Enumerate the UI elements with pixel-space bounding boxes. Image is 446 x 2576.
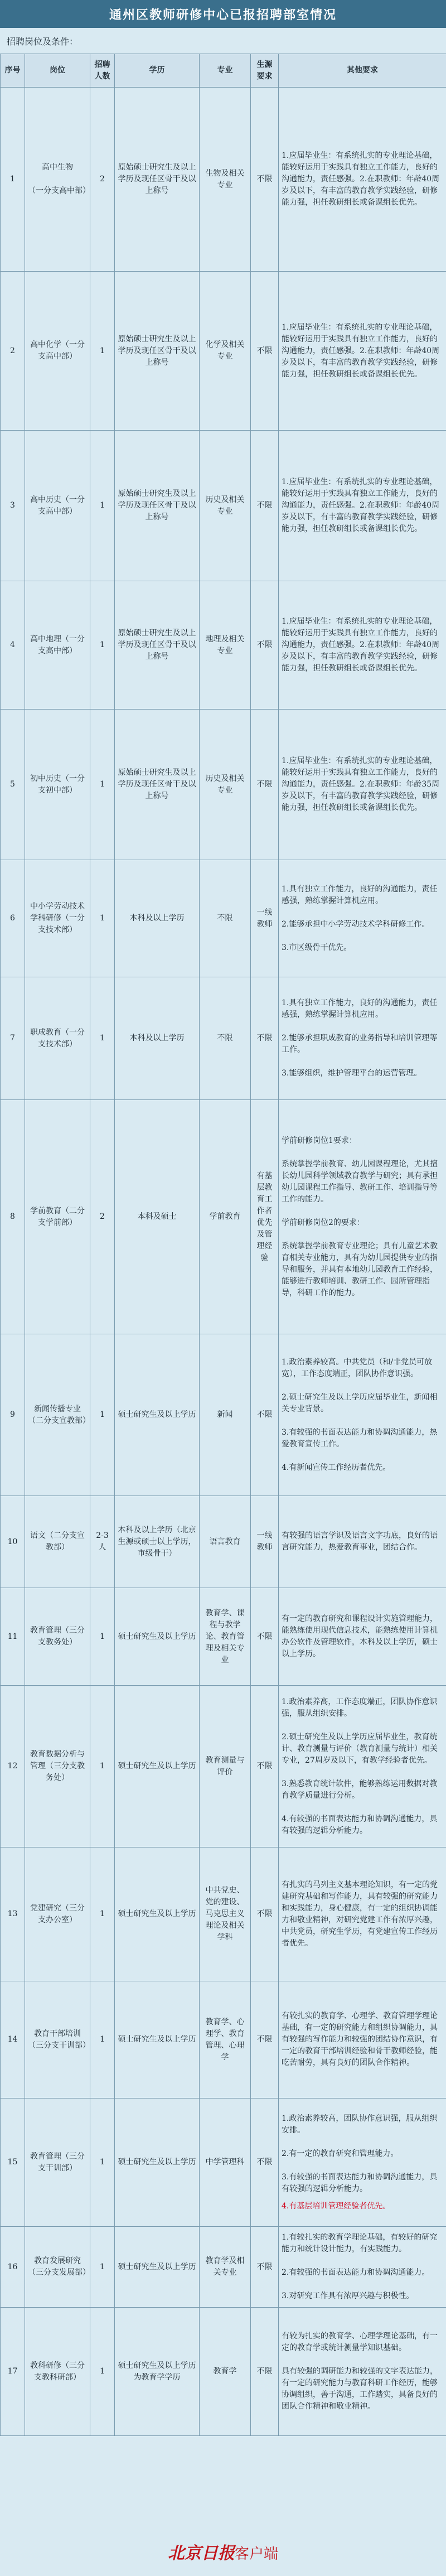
cell-position-text: 学前教育（二分支学前部） (30, 1206, 85, 1227)
cell-source (251, 1334, 279, 1496)
cell-requirements-text: 1.应届毕业生：有系统扎实的专业理论基础，能较好运用于实践具有独立工作能力，良好的沟通能力，责任感强。2.在职教师：年龄35周岁及以下，有丰富的教育教学实践经验，研修能力强，担任教研组长或备课组长优先。 (282, 756, 440, 812)
cell-no (1, 1334, 25, 1496)
cell-education-text: 硕士研究生及以上学历为教育学学历 (118, 2361, 196, 2382)
cell-education-text: 原始硕士研究生及以上学历及现任区骨干及以上称号 (118, 768, 196, 800)
cell-count-text: 2 (100, 1212, 105, 1221)
cell-requirements (279, 710, 446, 860)
cell-source-text: 不限 (256, 1034, 273, 1043)
cell-education (115, 710, 200, 860)
cell-requirements-text: 1.政治素养较高，团队协作意识强，服从组织安排。 2.有一定的教育研究和管理能力。 3.有较强的书面表达能力和协调沟通能力，具有较强的逻辑分析能力。 (282, 2114, 438, 2193)
header-source: 生源要求 (251, 54, 279, 88)
cell-source-text: 有基层教育工作者优先及管理经验 (256, 1171, 273, 1262)
cell-source (251, 977, 279, 1100)
cell-education-text: 本科及以上学历 (129, 1034, 185, 1043)
cell-major-text: 学前教育 (209, 1212, 241, 1221)
cell-no-text: 2 (10, 346, 15, 355)
cell-major (200, 977, 251, 1100)
cell-requirements-text: 有一定的教育研究和课程设计实施管理能力，能熟练使用现代信息技术，能熟练使用计算机办公软件及管理软件，本科及以上学历，硕士以上学历。 (282, 1614, 438, 1658)
table-row (1, 710, 446, 860)
cell-no (1, 88, 25, 272)
cell-position (25, 2308, 90, 2436)
cell-count-text: 1 (100, 2158, 105, 2167)
cell-major-text: 教育学及相关专业 (205, 2256, 245, 2277)
cell-count-text: 1 (100, 1632, 105, 1641)
cell-position (25, 977, 90, 1100)
cell-requirements (279, 860, 446, 977)
cell-requirements (279, 2099, 446, 2227)
cell-source-text: 不限 (256, 1632, 273, 1641)
cell-count (90, 1496, 115, 1588)
cell-source (251, 710, 279, 860)
cell-position (25, 272, 90, 431)
cell-no-text: 11 (7, 1632, 18, 1641)
cell-no-text: 17 (7, 2367, 18, 2376)
cell-source-text: 不限 (256, 175, 273, 184)
cell-major (200, 272, 251, 431)
cell-requirements (279, 1847, 446, 1981)
cell-requirements-text: 有较扎实的教育学、心理学、教育管理学理论基础，有一定的研究能力和组织协调能力，具有较强的写作能力和较强的团结协作意识，有一定的教育干部培训经验和骨干教师经验，能吃苦耐劳，具有良好的团队合作精神。 (282, 2011, 438, 2067)
cell-source-text: 不限 (256, 2158, 273, 2167)
cell-major-text: 生物及相关专业 (205, 168, 245, 190)
cell-requirements-text: 1.具有独立工作能力，良好的沟通能力，责任感强，熟练掌握计算机应用。 2.能够承担职成教育的业务指导和培训管理等工作。 3.能够组织，维护管理平台的运营管理。 (282, 998, 438, 1078)
cell-education-text: 硕士研究生及以上学历 (118, 1762, 196, 1771)
cell-requirements (279, 581, 446, 710)
cell-no (1, 1496, 25, 1588)
cell-major (200, 1981, 251, 2099)
cell-position (25, 2227, 90, 2308)
cell-count (90, 1981, 115, 2099)
cell-no (1, 1100, 25, 1334)
cell-position (25, 860, 90, 977)
cell-count (90, 1847, 115, 1981)
cell-position (25, 1588, 90, 1686)
cell-count-text: 1 (100, 780, 105, 789)
cell-major (200, 1686, 251, 1847)
cell-position (25, 431, 90, 581)
cell-major (200, 1100, 251, 1334)
cell-source (251, 1847, 279, 1981)
header-requirements: 其他要求 (279, 54, 446, 88)
cell-education-text: 本科及以上学历 (129, 914, 185, 923)
table-row (1, 977, 446, 1100)
cell-no-text: 8 (10, 1212, 15, 1221)
cell-major-text: 教育学、课程与教学论、教育管理及相关专业 (205, 1608, 245, 1665)
cell-count (90, 88, 115, 272)
cell-requirements (279, 1334, 446, 1496)
cell-count (90, 1588, 115, 1686)
cell-major (200, 860, 251, 977)
table-row (1, 1588, 446, 1686)
cell-count-text: 1 (100, 1762, 105, 1771)
cell-no (1, 2227, 25, 2308)
table-row (1, 1981, 446, 2099)
cell-education-text: 硕士研究生及以上学历 (118, 1410, 196, 1419)
cell-count (90, 710, 115, 860)
cell-position-text: 高中历史（一分支高中部） (30, 495, 85, 516)
cell-source (251, 1588, 279, 1686)
cell-source (251, 431, 279, 581)
cell-source (251, 88, 279, 272)
cell-education (115, 2227, 200, 2308)
cell-education-text: 本科及以上学历（北京生源或硕士以上学历，市级骨干） (118, 1525, 196, 1558)
cell-source (251, 2099, 279, 2227)
cell-major (200, 1334, 251, 1496)
cell-requirements (279, 1496, 446, 1588)
cell-major-text: 教育学、心理学、教育管理、心理学 (205, 2017, 245, 2062)
section-subtitle: 招聘岗位及条件： (7, 36, 79, 47)
cell-requirements-text: 1.应届毕业生：有系统扎实的专业理论基础，能较好运用于实践具有独立工作能力，良好的沟通能力，责任感强。2.在职教师：年龄40周岁及以下，有丰富的教育教学实践经验，研修能力强，担任教研组长或备课组长优先。 (282, 477, 440, 533)
table-row (1, 88, 446, 272)
cell-position-text: 教育管理（三分支教务处） (30, 1626, 85, 1647)
cell-requirements-text: 1.具有独立工作能力，良好的沟通能力，责任感强，熟练掌握计算机应用。 2.能够承担中小学劳动技术学科研修工作。 3.市区级骨干优先。 (282, 884, 438, 952)
cell-count (90, 860, 115, 977)
cell-requirements (279, 2308, 446, 2436)
cell-no-text: 9 (10, 1410, 15, 1419)
cell-no-text: 16 (7, 2262, 18, 2271)
cell-education (115, 1588, 200, 1686)
table-row (1, 860, 446, 977)
cell-position-text: 职成教育（一分支技术部） (30, 1027, 85, 1049)
cell-education (115, 581, 200, 710)
cell-major (200, 581, 251, 710)
cell-count (90, 1334, 115, 1496)
watermark-logo (0, 2539, 446, 2564)
cell-education (115, 1496, 200, 1588)
cell-no (1, 2308, 25, 2436)
cell-source-text: 不限 (256, 1410, 273, 1419)
cell-education-text: 原始硕士研究生及以上学历及现任区骨干及以上称号 (118, 334, 196, 367)
cell-count-text: 1 (100, 1410, 105, 1419)
cell-source-text: 不限 (256, 346, 273, 355)
cell-major-text: 化学及相关专业 (205, 340, 245, 361)
watermark-brand: 北京日报 (167, 2544, 235, 2563)
cell-education (115, 1847, 200, 1981)
cell-education (115, 1686, 200, 1847)
cell-position-text: 教育发展研究（三分支发展部） (28, 2256, 90, 2277)
cell-no (1, 1847, 25, 1981)
cell-major-text: 历史及相关专业 (205, 774, 245, 795)
cell-no-text: 1 (10, 175, 15, 184)
cell-requirements-text: 有扎实的马列主义基本理论知识，有一定的党建研究基础和写作能力，具有较强的研究能力和实践能力，身心健康，有一定的组织协调能力和敬业精神，对研究党建工作有浓厚兴趣，中共党员，研究生学历，有党建宣传工作经历者优先。 (282, 1880, 438, 1948)
cell-position (25, 88, 90, 272)
table-row (1, 581, 446, 710)
header-position: 岗位 (25, 54, 90, 88)
cell-position-text: 教育数据分析与管理（三分支教务处） (30, 1750, 85, 1782)
table-row (1, 1334, 446, 1496)
cell-major (200, 2099, 251, 2227)
cell-major (200, 2308, 251, 2436)
cell-no (1, 977, 25, 1100)
table-row (1, 1496, 446, 1588)
cell-requirements (279, 1588, 446, 1686)
cell-count (90, 2308, 115, 2436)
cell-position-text: 教科研修（三分支教科研部） (30, 2361, 85, 2382)
cell-no-text: 5 (10, 780, 15, 789)
cell-education-text: 硕士研究生及以上学历 (118, 1909, 196, 1918)
cell-requirements (279, 1981, 446, 2099)
header-count: 招聘人数 (90, 54, 115, 88)
cell-count-text: 2 (100, 175, 105, 184)
cell-requirements-text: 有较为扎实的教育学、心理学理论基础，有一定的教育学或统计测量学知识基础。 具有较强的调研能力和较强的文字表达能力，有一定的研究能力与教育科研工作经历，能够协调组织，善于沟通，工作踏实，具备良好的团队合作精神和敬业精神。 (282, 2332, 438, 2411)
header-major: 专业 (200, 54, 251, 88)
cell-major-text: 不限 (217, 1034, 233, 1043)
table-row (1, 1686, 446, 1847)
table-row (1, 2308, 446, 2436)
cell-no-text: 10 (7, 1537, 18, 1546)
cell-position-text: 教育干部培训（三分支干训部） (28, 2029, 90, 2050)
cell-count (90, 2099, 115, 2227)
cell-count-text: 1 (100, 346, 105, 355)
cell-major-text: 语言教育 (209, 1537, 241, 1546)
cell-count-text: 1 (100, 1034, 105, 1043)
cell-no-text: 15 (7, 2158, 18, 2167)
cell-position (25, 1686, 90, 1847)
cell-count (90, 2227, 115, 2308)
cell-position (25, 2099, 90, 2227)
cell-education (115, 2099, 200, 2227)
cell-source-text: 一线教师 (256, 908, 273, 929)
cell-education-text: 本科及硕士 (137, 1212, 177, 1221)
cell-count-text: 2-3人 (96, 1531, 109, 1552)
cell-count-text: 1 (100, 2367, 105, 2376)
cell-major-text: 不限 (217, 914, 233, 923)
cell-no (1, 710, 25, 860)
cell-position-text: 高中地理（一分支高中部） (30, 634, 85, 655)
cell-requirements-text: 学前研修岗位1要求： 系统掌握学前教育、幼儿园课程理论，尤其擅长幼儿园科学领域教育教学与研究；具有承担幼儿园课程工作指导、教研工作、培训指导等工作的能力。 学前研修岗位2的要求： 系统掌握学前教育专业理论；具有儿童艺术教育相关专业能力，具有为幼儿园提供专业的指导和服务，并具有本地幼儿园教育工作经验，能够进行教师培训、教研工作、园所管理指导，科研工作的能力。 (282, 1136, 438, 1297)
header-education: 学历 (115, 54, 200, 88)
cell-no-text: 12 (7, 1762, 18, 1771)
cell-requirements (279, 431, 446, 581)
cell-no (1, 2099, 25, 2227)
requirement-highlight: 4.有基层培训管理经验者优先。 (282, 2201, 391, 2211)
cell-no (1, 1686, 25, 1847)
cell-requirements (279, 977, 446, 1100)
cell-no-text: 3 (10, 501, 15, 510)
cell-source-text: 不限 (256, 1762, 273, 1771)
cell-education (115, 431, 200, 581)
cell-source (251, 1981, 279, 2099)
cell-count-text: 1 (100, 1909, 105, 1918)
cell-source (251, 581, 279, 710)
cell-position-text: 中小学劳动技术学科研修（一分支技术部） (30, 902, 85, 934)
cell-count-text: 1 (100, 2035, 105, 2044)
cell-source-text: 不限 (256, 1909, 273, 1918)
cell-education (115, 860, 200, 977)
cell-source-text: 不限 (256, 2262, 273, 2271)
cell-count-text: 1 (100, 914, 105, 923)
cell-source-text: 一线教师 (256, 1531, 273, 1552)
cell-position-text: 初中历史（一分支初中部） (30, 774, 85, 795)
cell-education (115, 2308, 200, 2436)
cell-requirements-text: 1.应届毕业生：有系统扎实的专业理论基础，能较好运用于实践具有独立工作能力，良好的沟通能力，责任感强。2.在职教师：年龄40周岁及以下，有丰富的教育教学实践经验，研修能力强，担任教研组长或备课组长优先。 (282, 322, 440, 379)
cell-position-text: 党建研究（三分支办公室） (30, 1903, 85, 1924)
cell-count (90, 431, 115, 581)
cell-major-text: 教育学 (213, 2367, 237, 2376)
cell-requirements-text: 1.政治素养较高。中共党员（和/非党员可放宽），工作态度端正，团队协作意识强。 2.硕士研究生及以上学历应届毕业生，新闻相关专业背景。 3.有较强的书面表达能力和协调沟通能力，热爱教育宣传工作。 4.有新闻宣传工作经历者优先。 (282, 1357, 438, 1472)
cell-education-text: 原始硕士研究生及以上学历及现任区骨干及以上称号 (118, 629, 196, 661)
cell-source-text: 不限 (256, 501, 273, 510)
cell-source-text: 不限 (256, 2035, 273, 2044)
cell-position (25, 1981, 90, 2099)
cell-requirements (279, 2227, 446, 2308)
cell-education (115, 1334, 200, 1496)
cell-count (90, 581, 115, 710)
cell-education (115, 1981, 200, 2099)
table-row (1, 1847, 446, 1981)
cell-major (200, 431, 251, 581)
cell-source (251, 2308, 279, 2436)
cell-count-text: 1 (100, 640, 105, 649)
cell-count (90, 1686, 115, 1847)
cell-no (1, 272, 25, 431)
cell-count (90, 272, 115, 431)
cell-major-text: 历史及相关专业 (205, 495, 245, 516)
cell-education-text: 硕士研究生及以上学历 (118, 2262, 196, 2271)
cell-source-text: 不限 (256, 2367, 273, 2376)
cell-position-text: 新闻传播专业（二分支宣教部） (28, 1404, 90, 1425)
cell-position-text: 教育管理（三分支干训部） (30, 2152, 85, 2173)
cell-source-text: 不限 (256, 640, 273, 649)
cell-requirements-text: 1.有较扎实的教育学理论基础，有较好的研究能力和统计设计能力，有实践能力。 2.有较强的书面表达能力和协调沟通能力。 3.对研究工作具有浓厚兴趣与积极性。 (282, 2233, 438, 2300)
cell-source (251, 860, 279, 977)
cell-position (25, 581, 90, 710)
cell-position-text: 语文（二分支宣教部） (30, 1531, 85, 1552)
cell-major-text: 中学管理科 (205, 2158, 245, 2167)
table-row (1, 431, 446, 581)
cell-requirements-text: 有较强的语言学识及语言文字功底，良好的语言研究能力，热爱教育事业，团结合作。 (282, 1531, 438, 1552)
cell-education (115, 1100, 200, 1334)
cell-position (25, 1100, 90, 1334)
cell-education-text: 硕士研究生及以上学历 (118, 2158, 196, 2167)
table-row (1, 272, 446, 431)
cell-source (251, 1496, 279, 1588)
cell-no-text: 4 (10, 640, 15, 649)
cell-count (90, 1100, 115, 1334)
cell-major-text: 教育测量与评价 (205, 1755, 245, 1777)
cell-position-text: 高中化学（一分支高中部） (30, 340, 85, 361)
cell-requirements-text: 1.应届毕业生：有系统扎实的专业理论基础，能较好运用于实践具有独立工作能力，良好的沟通能力，责任感强。2.在职教师：年龄40周岁及以下，有丰富的教育教学实践经验，研修能力强，担任教研组长或备课组长优先。 (282, 151, 440, 207)
cell-requirements (279, 1686, 446, 1847)
recruitment-table (0, 54, 446, 2436)
cell-source (251, 1686, 279, 1847)
table-body (1, 88, 446, 2436)
cell-education (115, 88, 200, 272)
cell-source (251, 2227, 279, 2308)
table-row (1, 2099, 446, 2227)
page-title: 通州区教师研修中心已报招聘部室情况 (0, 0, 446, 28)
cell-requirements (279, 272, 446, 431)
cell-major (200, 88, 251, 272)
cell-education-text: 硕士研究生及以上学历 (118, 1632, 196, 1641)
cell-position-text: 高中生物 （一分支高中部） (28, 163, 90, 195)
table-row (1, 2227, 446, 2308)
cell-source-text: 不限 (256, 780, 273, 789)
cell-education (115, 977, 200, 1100)
cell-major-text: 中共党史、党的建设、马克思主义理论及相关学科 (205, 1886, 245, 1942)
cell-requirements-text: 1.政治素养高，工作态度端正，团队协作意识强，服从组织安排。 2.硕士研究生及以上学历应届毕业生，教育统计、教育测量与评价（教育测量与统计）相关专业，27周岁及以下，有教学经验者优先。 3.熟悉教育统计软件，能够熟练运用数据对教育教学质量进行分析。 4.有较强的书面表达能力和协调沟通能力，具有较强的逻辑分析能力。 (282, 1697, 438, 1835)
cell-position (25, 1496, 90, 1588)
cell-no-text: 13 (7, 1909, 18, 1918)
cell-no (1, 1588, 25, 1686)
table-row (1, 1100, 446, 1334)
cell-major-text: 地理及相关专业 (205, 634, 245, 655)
cell-source (251, 1100, 279, 1334)
cell-no-text: 14 (7, 2035, 18, 2044)
cell-no (1, 581, 25, 710)
cell-requirements (279, 88, 446, 272)
cell-no (1, 860, 25, 977)
cell-major (200, 710, 251, 860)
cell-requirements-text: 1.应届毕业生：有系统扎实的专业理论基础，能较好运用于实践具有独立工作能力，良好的沟通能力，责任感强。2.在职教师：年龄40周岁及以下，有丰富的教育教学实践经验，研修能力强，担任教研组长或备课组长优先。 (282, 617, 440, 673)
cell-source (251, 272, 279, 431)
cell-education (115, 272, 200, 431)
cell-major (200, 1847, 251, 1981)
cell-no (1, 431, 25, 581)
cell-count-text: 1 (100, 501, 105, 510)
cell-no (1, 1981, 25, 2099)
header-no: 序号 (1, 54, 25, 88)
cell-no-text: 7 (10, 1034, 15, 1043)
cell-no-text: 6 (10, 914, 15, 923)
cell-count (90, 977, 115, 1100)
cell-education-text: 原始硕士研究生及以上学历及现任区骨干及以上称号 (118, 489, 196, 522)
cell-major-text: 新闻 (217, 1410, 233, 1419)
cell-major (200, 2227, 251, 2308)
cell-education-text: 硕士研究生及以上学历 (118, 2035, 196, 2044)
table-header-row (1, 54, 446, 88)
cell-major (200, 1588, 251, 1686)
watermark-suffix: 客户端 (234, 2546, 278, 2563)
cell-count-text: 1 (100, 2262, 105, 2271)
cell-position (25, 710, 90, 860)
cell-position (25, 1847, 90, 1981)
cell-position (25, 1334, 90, 1496)
cell-major (200, 1496, 251, 1588)
cell-requirements (279, 1100, 446, 1334)
cell-education-text: 原始硕士研究生及以上学历及现任区骨干及以上称号 (118, 163, 196, 195)
